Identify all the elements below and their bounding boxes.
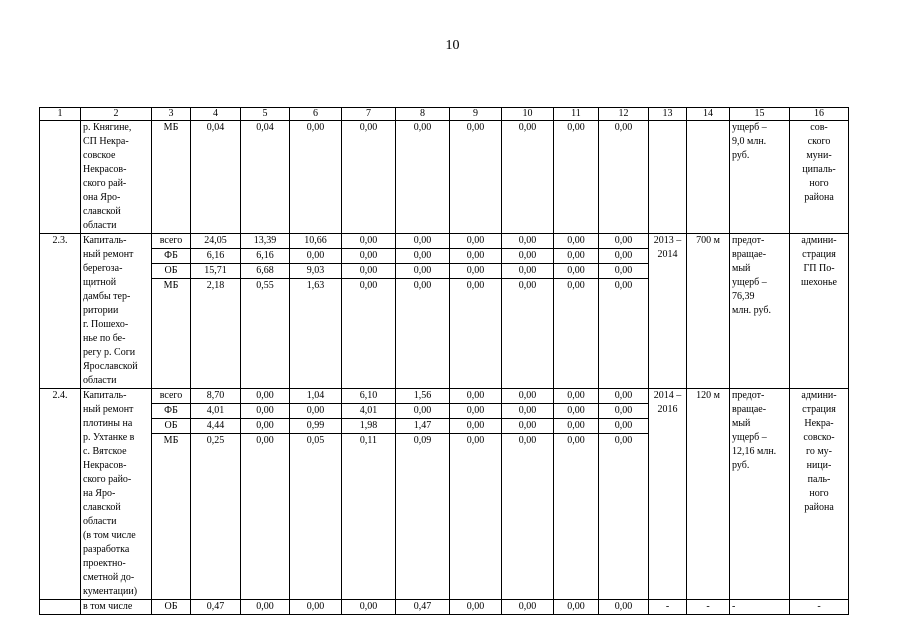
amount-cell bbox=[502, 121, 554, 234]
amount-value: 0,00 bbox=[290, 403, 341, 418]
amount-cell bbox=[342, 234, 396, 389]
amount-cell bbox=[342, 389, 396, 600]
funding-source-label: всего bbox=[159, 235, 183, 246]
amount-value: 0,00 bbox=[567, 235, 585, 246]
amount-cell bbox=[502, 234, 554, 389]
amount-value: 0,00 bbox=[554, 248, 598, 263]
amount-value: 0,00 bbox=[614, 601, 633, 612]
amount-cell bbox=[191, 234, 241, 389]
amount-value: 0,00 bbox=[502, 433, 553, 448]
amount-value: 0,04 bbox=[206, 122, 225, 133]
amount-cell bbox=[290, 121, 342, 234]
period-cell: - bbox=[649, 600, 687, 615]
funding-source-label: ОБ bbox=[164, 601, 178, 612]
amount-cell bbox=[554, 121, 599, 234]
amount-value: 0,00 bbox=[450, 433, 501, 448]
amount-cell bbox=[554, 389, 599, 600]
amount-cell bbox=[290, 234, 342, 389]
funding-source-label: ФБ bbox=[152, 248, 190, 263]
amount-cell bbox=[396, 600, 450, 615]
header-cell: 14 bbox=[687, 108, 730, 121]
amount-value: 0,00 bbox=[614, 235, 633, 246]
amount-value: 0,00 bbox=[599, 278, 648, 293]
amount-value: 0,00 bbox=[241, 418, 289, 433]
amount-cell bbox=[191, 600, 241, 615]
header-cell: 9 bbox=[450, 108, 502, 121]
amount-value: 0,00 bbox=[413, 122, 432, 133]
amount-value: 4,44 bbox=[191, 418, 240, 433]
funding-source-label: ОБ bbox=[152, 263, 190, 278]
funding-source-label: МБ bbox=[152, 433, 190, 448]
header-cell: 11 bbox=[554, 108, 599, 121]
amount-value: 0,00 bbox=[554, 433, 598, 448]
amount-cell bbox=[502, 389, 554, 600]
amount-cell bbox=[396, 234, 450, 389]
amount-value: 1,56 bbox=[413, 390, 432, 401]
amount-value: 0,00 bbox=[359, 122, 378, 133]
amount-cell bbox=[599, 234, 649, 389]
amount-cell bbox=[450, 121, 502, 234]
amount-value: 0,00 bbox=[290, 248, 341, 263]
amount-cell bbox=[396, 389, 450, 600]
program-table bbox=[39, 107, 849, 615]
amount-value: 10,66 bbox=[304, 235, 327, 246]
amount-value: 1,98 bbox=[342, 418, 395, 433]
amount-value: 0,00 bbox=[306, 601, 325, 612]
amount-value: 4,01 bbox=[191, 403, 240, 418]
amount-value: 0,11 bbox=[342, 433, 395, 448]
amount-cell bbox=[342, 121, 396, 234]
amount-value: 0,99 bbox=[290, 418, 341, 433]
header-cell: 5 bbox=[241, 108, 290, 121]
amount-value: 0,00 bbox=[466, 390, 485, 401]
amount-value: 0,00 bbox=[614, 122, 633, 133]
amount-cell bbox=[599, 600, 649, 615]
amount-value: 24,05 bbox=[204, 235, 227, 246]
executor-cell: админи- страция ГП По- шехонье bbox=[790, 234, 849, 389]
header-cell: 13 bbox=[649, 108, 687, 121]
amount-cell bbox=[290, 389, 342, 600]
funding-source-label: МБ bbox=[152, 278, 190, 293]
funding-source-label: всего bbox=[159, 390, 183, 401]
amount-value: 6,10 bbox=[359, 390, 378, 401]
amount-value: 0,00 bbox=[502, 263, 553, 278]
effect-cell: - bbox=[730, 600, 790, 615]
amount-value: 15,71 bbox=[191, 263, 240, 278]
amount-value: 13,39 bbox=[253, 235, 277, 246]
amount-value: 1,04 bbox=[306, 390, 325, 401]
amount-value: 6,16 bbox=[241, 248, 289, 263]
volume-cell: - bbox=[687, 600, 730, 615]
amount-cell bbox=[191, 121, 241, 234]
amount-value: 0,00 bbox=[554, 403, 598, 418]
amount-value: 0,00 bbox=[502, 403, 553, 418]
amount-value: 0,00 bbox=[241, 403, 289, 418]
amount-value: 0,00 bbox=[450, 418, 501, 433]
amount-value: 9,03 bbox=[290, 263, 341, 278]
effect-cell: предот- вращае- мый ущерб – 12,16 млн. руб. bbox=[730, 389, 790, 600]
funding-source-label: ФБ bbox=[152, 403, 190, 418]
table-row bbox=[40, 389, 849, 600]
amount-value: 0,00 bbox=[554, 418, 598, 433]
amount-value: 1,47 bbox=[396, 418, 449, 433]
amount-cell bbox=[241, 389, 290, 600]
amount-value: 0,00 bbox=[518, 390, 537, 401]
amount-value: 0,00 bbox=[396, 263, 449, 278]
amount-cell bbox=[599, 121, 649, 234]
page-number: 10 bbox=[445, 38, 460, 53]
row-number-cell: 2.4. bbox=[40, 389, 81, 600]
amount-value: 0,00 bbox=[599, 248, 648, 263]
executor-cell: сов- ского муни- ципаль- ного района bbox=[790, 121, 849, 234]
amount-cell bbox=[450, 600, 502, 615]
amount-cell bbox=[241, 234, 290, 389]
amount-value: 0,00 bbox=[567, 122, 585, 133]
amount-cell bbox=[599, 389, 649, 600]
amount-value: 2,18 bbox=[191, 278, 240, 293]
amount-cell bbox=[191, 389, 241, 600]
amount-value: 0,00 bbox=[450, 263, 501, 278]
amount-value: 0,00 bbox=[413, 235, 432, 246]
row-number-cell: 2.3. bbox=[40, 234, 81, 389]
header-cell: 7 bbox=[342, 108, 396, 121]
funding-source-cell bbox=[152, 121, 191, 234]
funding-source-cell bbox=[152, 600, 191, 615]
amount-value: 6,16 bbox=[191, 248, 240, 263]
executor-cell: админи- страция Некра- совско- го му- ници- паль- ного района bbox=[790, 389, 849, 600]
amount-value: 0,00 bbox=[241, 433, 289, 448]
table-body bbox=[40, 108, 849, 615]
amount-value: 0,00 bbox=[450, 403, 501, 418]
amount-value: 0,00 bbox=[502, 418, 553, 433]
table-row bbox=[40, 234, 849, 389]
row-number-cell bbox=[40, 600, 81, 615]
row-number-cell bbox=[40, 121, 81, 234]
amount-value: 8,70 bbox=[206, 390, 225, 401]
amount-value: 0,00 bbox=[554, 278, 598, 293]
amount-value: 0,04 bbox=[256, 122, 274, 133]
measure-name-cell: р. Княгине, СП Некра- совское Некрасов- ского рай- она Яро- славской области bbox=[81, 121, 152, 234]
amount-value: 0,00 bbox=[450, 278, 501, 293]
header-cell: 10 bbox=[502, 108, 554, 121]
amount-value: 0,00 bbox=[306, 122, 325, 133]
amount-value: 0,00 bbox=[466, 235, 485, 246]
amount-cell bbox=[241, 600, 290, 615]
amount-value: 0,00 bbox=[396, 278, 449, 293]
period-cell: 2014 – 2016 bbox=[649, 389, 687, 600]
amount-value: 0,00 bbox=[342, 263, 395, 278]
header-row bbox=[40, 108, 849, 121]
amount-cell bbox=[450, 389, 502, 600]
header-cell: 6 bbox=[290, 108, 342, 121]
amount-value: 0,00 bbox=[256, 601, 274, 612]
amount-value: 6,68 bbox=[241, 263, 289, 278]
amount-value: 0,00 bbox=[567, 601, 585, 612]
amount-value: 0,00 bbox=[342, 248, 395, 263]
funding-source-cell bbox=[152, 389, 191, 600]
amount-cell bbox=[290, 600, 342, 615]
amount-value: 0,00 bbox=[396, 248, 449, 263]
table-row bbox=[40, 121, 849, 234]
header-cell: 8 bbox=[396, 108, 450, 121]
measure-name-cell: Капиталь- ный ремонт берегоза- щитной дамбы тер- ритории г. Пошехо- нье по бе- регу р. Соги Ярославской области bbox=[81, 234, 152, 389]
table-row bbox=[40, 600, 849, 615]
measure-name-cell: в том числе bbox=[81, 600, 152, 615]
period-cell: 2013 – 2014 bbox=[649, 234, 687, 389]
amount-cell bbox=[396, 121, 450, 234]
header-cell: 16 bbox=[790, 108, 849, 121]
effect-cell: ущерб – 9,0 млн. руб. bbox=[730, 121, 790, 234]
header-cell: 1 bbox=[40, 108, 81, 121]
amount-value: 0,00 bbox=[599, 433, 648, 448]
amount-value: 0,00 bbox=[466, 122, 485, 133]
amount-cell bbox=[554, 234, 599, 389]
amount-cell bbox=[554, 600, 599, 615]
amount-cell bbox=[241, 121, 290, 234]
amount-cell bbox=[342, 600, 396, 615]
executor-cell: - bbox=[790, 600, 849, 615]
header-cell: 3 bbox=[152, 108, 191, 121]
amount-value: 0,00 bbox=[342, 278, 395, 293]
amount-value: 0,00 bbox=[359, 601, 378, 612]
funding-source-cell bbox=[152, 234, 191, 389]
measure-name-cell: Капиталь- ный ремонт плотины на р. Ухтанке в с. Вятское Некрасов- ского райо- на Яро- славской области (в том числе разработка проектно- сметной до- кументации) bbox=[81, 389, 152, 600]
amount-value: 0,00 bbox=[256, 390, 274, 401]
amount-value: 0,00 bbox=[599, 263, 648, 278]
header-cell: 4 bbox=[191, 108, 241, 121]
volume-cell: 700 м bbox=[687, 234, 730, 389]
amount-value: 0,00 bbox=[567, 390, 585, 401]
volume-cell bbox=[687, 121, 730, 234]
header-cell: 12 bbox=[599, 108, 649, 121]
amount-value: 0,00 bbox=[614, 390, 633, 401]
amount-cell bbox=[502, 600, 554, 615]
effect-cell: предот- вращае- мый ущерб – 76,39 млн. руб. bbox=[730, 234, 790, 389]
funding-source-label: МБ bbox=[163, 122, 179, 133]
amount-cell bbox=[450, 234, 502, 389]
amount-value: 0,55 bbox=[241, 278, 289, 293]
amount-value: 0,00 bbox=[518, 601, 537, 612]
amount-value: 0,00 bbox=[554, 263, 598, 278]
amount-value: 0,25 bbox=[191, 433, 240, 448]
amount-value: 0,00 bbox=[450, 248, 501, 263]
amount-value: 0,47 bbox=[206, 601, 225, 612]
funding-source-label: ОБ bbox=[152, 418, 190, 433]
amount-value: 0,09 bbox=[396, 433, 449, 448]
amount-value: 0,00 bbox=[599, 418, 648, 433]
amount-value: 0,05 bbox=[290, 433, 341, 448]
amount-value: 0,00 bbox=[599, 403, 648, 418]
amount-value: 0,00 bbox=[466, 601, 485, 612]
header-cell: 15 bbox=[730, 108, 790, 121]
amount-value: 0,47 bbox=[413, 601, 432, 612]
volume-cell: 120 м bbox=[687, 389, 730, 600]
amount-value: 0,00 bbox=[502, 248, 553, 263]
header-cell: 2 bbox=[81, 108, 152, 121]
amount-value: 0,00 bbox=[518, 122, 537, 133]
amount-value: 0,00 bbox=[396, 403, 449, 418]
amount-value: 0,00 bbox=[502, 278, 553, 293]
amount-value: 4,01 bbox=[342, 403, 395, 418]
amount-value: 0,00 bbox=[359, 235, 378, 246]
amount-value: 1,63 bbox=[290, 278, 341, 293]
period-cell bbox=[649, 121, 687, 234]
amount-value: 0,00 bbox=[518, 235, 537, 246]
